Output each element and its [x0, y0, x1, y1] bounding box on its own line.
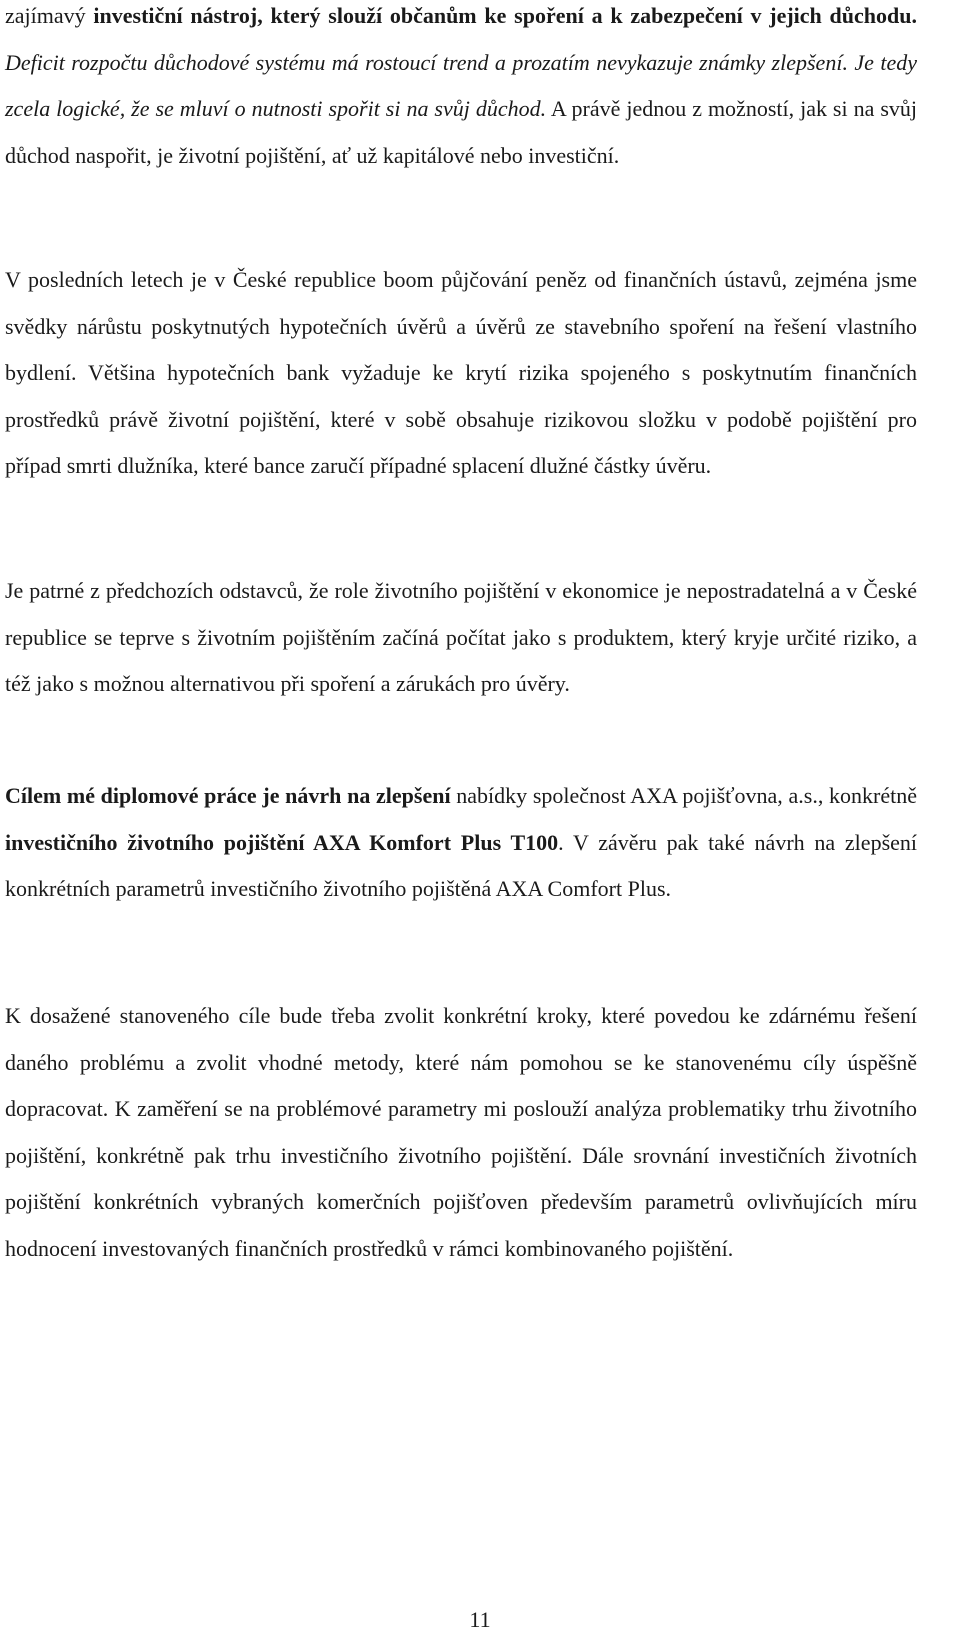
bold-text-run: Cílem mé diplomové práce je návrh na zlepšení [5, 783, 451, 808]
text-run: V posledních letech je v České republice boom půjčování peněz od finančních ústavů, zejména jsme svědky nárůstu poskytnutých hypotečních úvěrů a úvěrů ze stavebního spoření na řešení vlastního bydlení. Většina hypotečních bank vyžaduje ke krytí rizika spojeného s poskytnutím finančních prostředků právě životní pojištění, které v sobě obsahuje rizikovou složku v podobě pojištění pro případ smrti dlužníka, které bance zaručí případné splacení dlužné částky úvěru. [5, 267, 917, 478]
text-run: . V závěru pak také návrh na zlepšení konkrétních parametrů investičního životního pojištěná AXA Comfort Plus. [5, 829, 918, 901]
text-run: A právě jednou z možností, jak si na svůj důchod naspořit, je životní pojištění, ať už kapitálové nebo investiční. [5, 96, 918, 168]
paragraph-thesis-goal [5, 773, 917, 913]
italic-text-run: Deficit rozpočtu důchodové systému má rostoucí trend a prozatím nevykazuje známky zlepšení. Je tedy zcela logické, že se mluví o nutnosti spořit si na svůj důchod. [5, 49, 917, 121]
page-number: 11 [469, 1607, 491, 1632]
paragraph-methodology [5, 993, 917, 1272]
text-run: zajímavý [5, 3, 94, 28]
text-run: Je patrné z předchozích odstavců, že role životního pojištění v ekonomice je nepostradatelná a v České republice se teprve s životním pojištěním začíná počítat jako s produktem, který kryje určité riziko, a též jako s možnou alternativou při spoření a zárukách pro úvěry. [5, 578, 917, 696]
text-run: nabídky společnost AXA pojišťovna, a.s., konkrétně [450, 783, 917, 808]
text-run: K dosažené stanoveného cíle bude třeba zvolit konkrétní kroky, které povedou ke zdárnému řešení daného problému a zvolit vhodné metody, které nám pomohou se ke stanovenému cíly úspěšně dopracovat. K zaměření se na problémové parametry mi poslouží analýza problematiky trhu životního pojištění, konkrétně pak trhu investičního životního pojištění. Dále srovnání investičních životních pojištění konkrétních vybraných komerčních pojišťoven především parametrů ovlivňujících míru hodnocení investovaných finančních prostředků v rámci kombinovaného pojištění. [5, 1003, 917, 1261]
paragraph-retirement-savings [5, 0, 917, 179]
bold-text-run: investičního životního pojištění AXA Komfort Plus T100 [5, 829, 559, 855]
paragraph-mortgage-boom [5, 257, 917, 490]
paragraph-role-of-insurance [5, 568, 917, 708]
bold-text-run: investiční nástroj, který slouží občanům ke spoření a k zabezpečení v jejich důchodu. [93, 3, 917, 28]
